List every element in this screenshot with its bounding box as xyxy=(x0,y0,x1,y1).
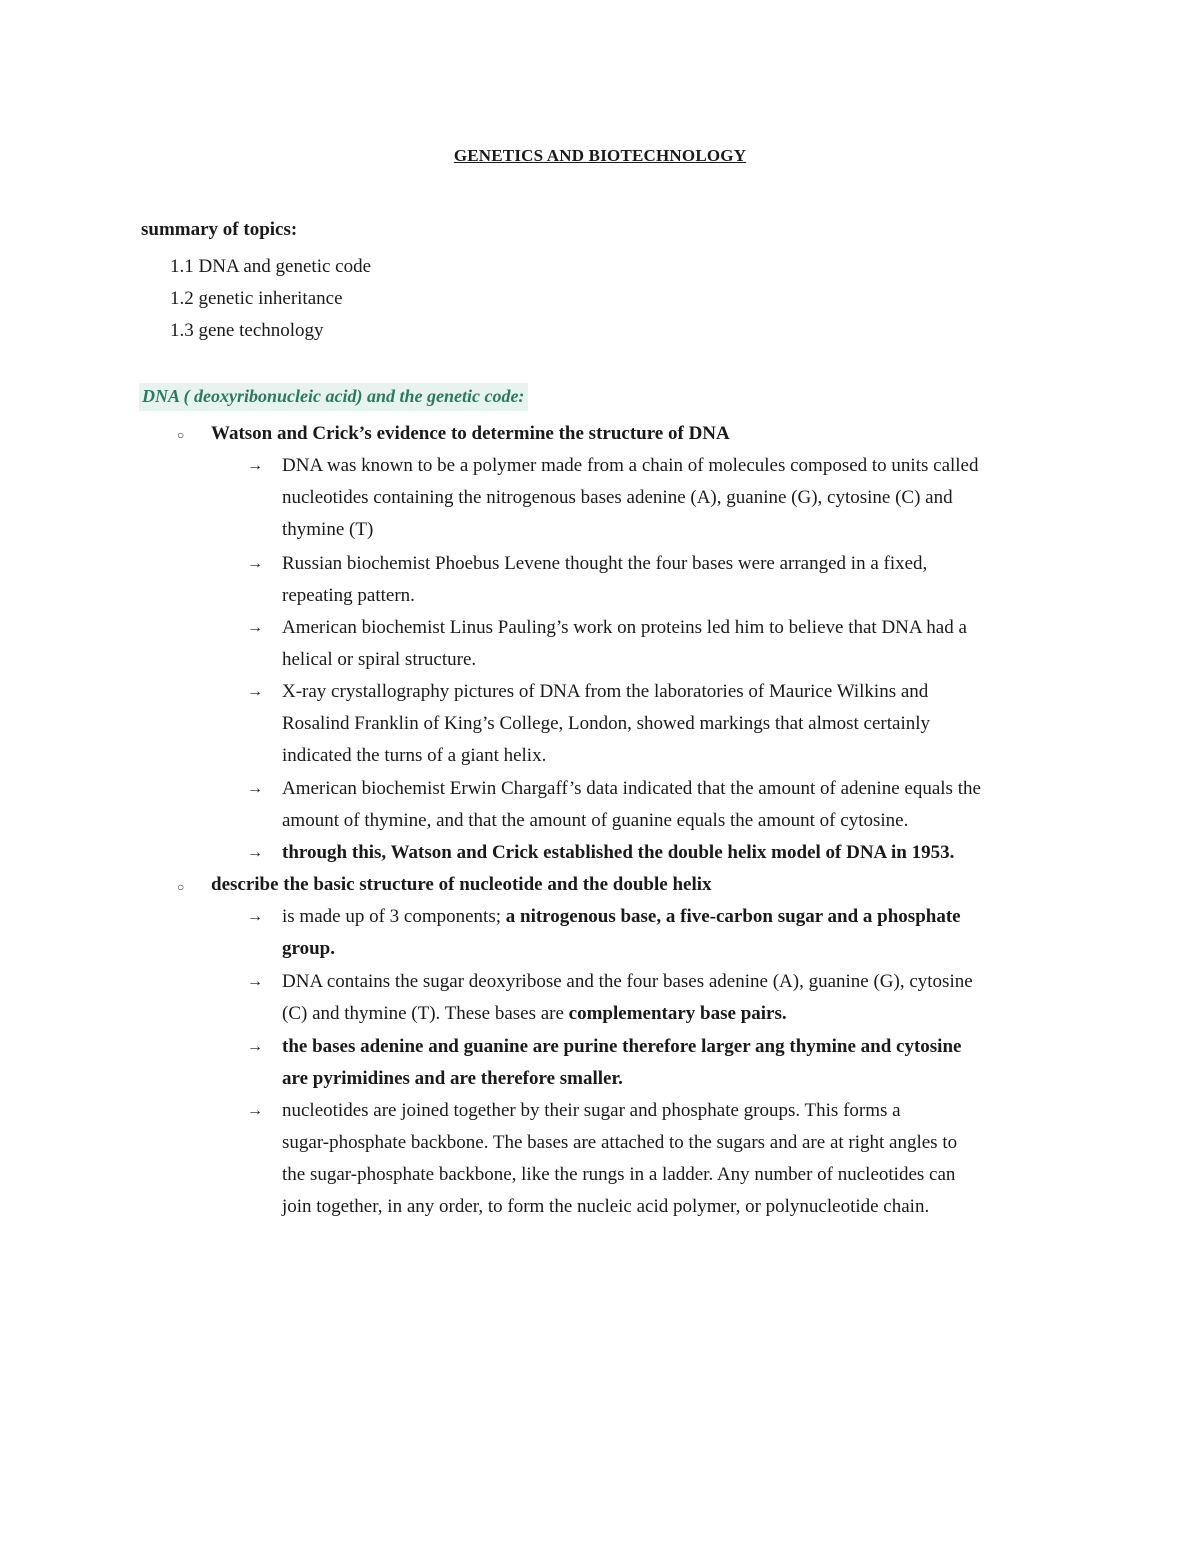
point-line: the bases adenine and guanine are purine therefore larger ang thymine and cytosine xyxy=(282,1036,962,1057)
hollow-bullet-icon: ○ xyxy=(177,428,185,442)
point-text-bold: complementary base pairs. xyxy=(568,1003,787,1024)
page-title: GENETICS AND BIOTECHNOLOGY xyxy=(453,146,747,165)
point-line: nucleotides are joined together by their sugar and phosphate groups. This forms a xyxy=(282,1100,901,1121)
point-line: nucleotides containing the nitrogenous bases adenine (A), guanine (G), cytosine (C) and xyxy=(282,487,953,508)
arrow-icon: → xyxy=(247,555,263,572)
point-line: sugar-phosphate backbone. The bases are attached to the sugars and are at right angles to xyxy=(282,1132,958,1153)
point-text-bold: a nitrogenous base, a five-carbon sugar and a phosphate xyxy=(505,906,961,927)
point-line: are pyrimidines and are therefore smaller. xyxy=(282,1068,623,1089)
arrow-icon: → xyxy=(247,457,263,474)
point-line: through this, Watson and Crick established the double helix model of DNA in 1953. xyxy=(282,842,955,863)
arrow-icon: → xyxy=(247,780,263,797)
section-heading: DNA ( deoxyribonucleic acid) and the genetic code: xyxy=(139,383,528,411)
topic-item: 1.2 genetic inheritance xyxy=(170,288,343,309)
topic-item: 1.3 gene technology xyxy=(170,320,324,341)
point-line: group. xyxy=(282,938,335,959)
point-line: X-ray crystallography pictures of DNA from the laboratories of Maurice Wilkins and xyxy=(282,681,929,702)
point-line: DNA contains the sugar deoxyribose and the four bases adenine (A), guanine (G), cytosine xyxy=(282,971,973,992)
subsection-heading: Watson and Crick’s evidence to determine the structure of DNA xyxy=(211,423,730,444)
point-text: is made up of 3 components; xyxy=(282,906,506,927)
point-line: thymine (T) xyxy=(282,519,374,540)
arrow-icon: → xyxy=(247,683,263,700)
topic-item: 1.1 DNA and genetic code xyxy=(170,256,372,277)
summary-heading: summary of topics: xyxy=(141,219,298,240)
point-line xyxy=(282,1003,787,1025)
point-line: Russian biochemist Phoebus Levene thought the four bases were arranged in a fixed, xyxy=(282,553,928,574)
point-line: repeating pattern. xyxy=(282,585,415,606)
point-line: DNA was known to be a polymer made from a chain of molecules composed to units called xyxy=(282,455,979,476)
point-line: American biochemist Linus Pauling’s work on proteins led him to believe that DNA had a xyxy=(282,617,967,638)
hollow-bullet-icon: ○ xyxy=(177,880,185,894)
arrow-icon: → xyxy=(247,1038,263,1055)
arrow-icon: → xyxy=(247,908,263,925)
point-line: Rosalind Franklin of King’s College, London, showed markings that almost certainly xyxy=(282,713,931,734)
arrow-icon: → xyxy=(247,619,263,636)
point-line: American biochemist Erwin Chargaff’s data indicated that the amount of adenine equals the xyxy=(282,778,981,799)
arrow-icon: → xyxy=(247,973,263,990)
arrow-icon: → xyxy=(247,844,263,861)
point-line: helical or spiral structure. xyxy=(282,649,477,670)
point-line: indicated the turns of a giant helix. xyxy=(282,745,547,766)
point-line xyxy=(282,906,961,928)
point-line: join together, in any order, to form the nucleic acid polymer, or polynucleotide chain. xyxy=(282,1196,930,1217)
point-text: (C) and thymine (T). These bases are xyxy=(282,1003,569,1024)
arrow-icon: → xyxy=(247,1102,263,1119)
point-line: the sugar-phosphate backbone, like the rungs in a ladder. Any number of nucleotides can xyxy=(282,1164,956,1185)
point-line: amount of thymine, and that the amount of guanine equals the amount of cytosine. xyxy=(282,810,909,831)
subsection-heading: describe the basic structure of nucleotide and the double helix xyxy=(211,874,712,895)
